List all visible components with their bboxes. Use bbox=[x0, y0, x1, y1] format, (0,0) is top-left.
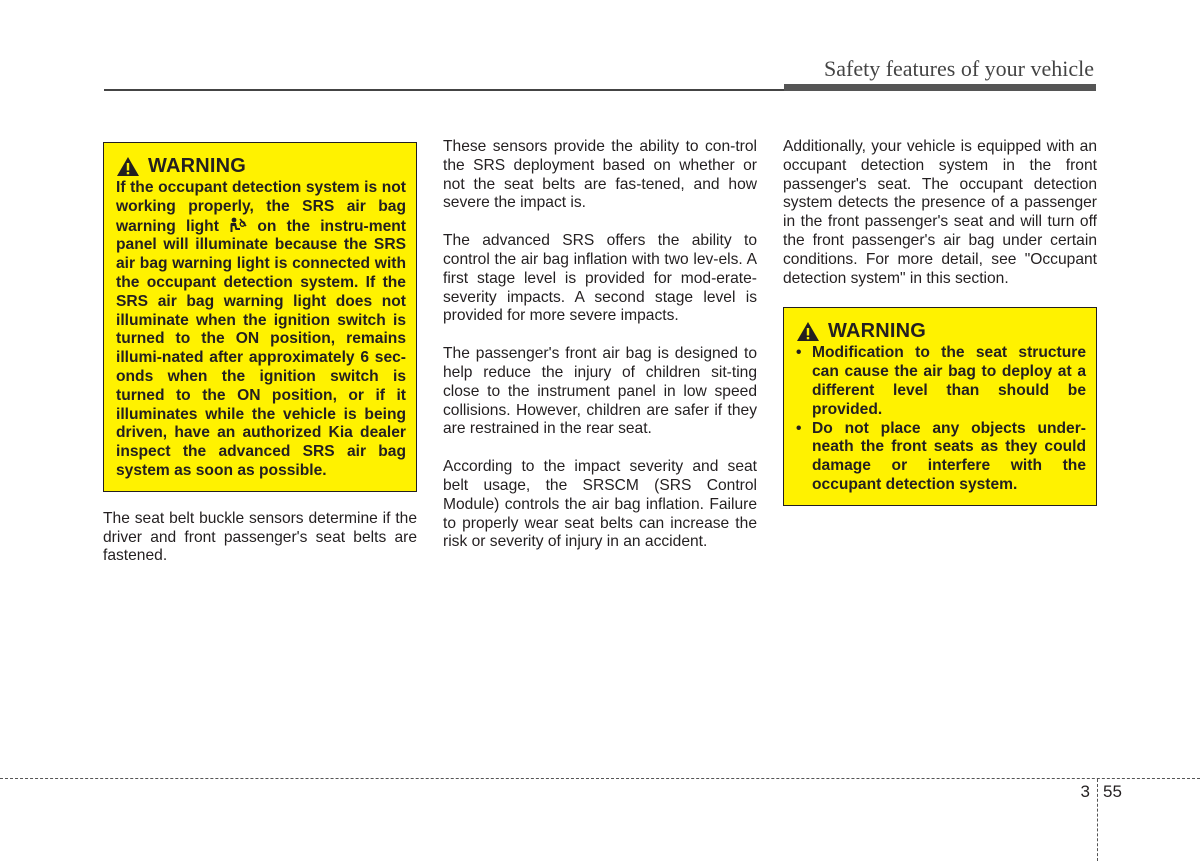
warning-bullet-text: Do not place any objects under-neath the front seats as they could damage or interfere with the occupant detection system. bbox=[812, 419, 1086, 493]
column-1 bbox=[103, 138, 417, 585]
paragraph-occupant-detection: Additionally, your vehicle is equipped with an occupant detection system in the front passenger's seat. The occupant detection system detects the presence of a passenger in the front passenger's seat and will turn off the front passenger's air bag under certain conditions. For more detail, see "Occupant detection system" in this section. bbox=[783, 138, 1097, 287]
warning-header bbox=[796, 320, 1086, 342]
chapter-number: 3 bbox=[1080, 782, 1090, 801]
column-3 bbox=[783, 138, 1097, 506]
warning-text-part1: If the occupant detection system is not working properly, the SRS air bag warning light bbox=[116, 179, 406, 235]
warning-title: WARNING bbox=[148, 155, 247, 177]
srs-airbag-warning-icon bbox=[229, 217, 247, 233]
header-rule bbox=[104, 89, 784, 91]
header-rule-accent bbox=[784, 84, 1096, 91]
column-2 bbox=[443, 138, 757, 571]
warning-triangle-icon bbox=[796, 321, 820, 342]
paragraph-passenger-airbag: The passenger's front air bag is designed to help reduce the injury of children sit-ting close to the instrument panel in low speed collisions. However, children are safer if they are restrained in the rear seat. bbox=[443, 345, 757, 438]
paragraph-buckle-sensors: The seat belt buckle sensors determine if the driver and front passenger's seat belts are fastened. bbox=[103, 509, 417, 565]
warning-header bbox=[116, 155, 406, 177]
paragraph-advanced-srs: The advanced SRS offers the ability to control the air bag inflation with two lev-els. A first stage level is provided for mod-erate-severity impacts. A second stage level is provided for more severe impacts. bbox=[443, 232, 757, 325]
page-number: 55 bbox=[1103, 782, 1122, 801]
warning-bullet-text: Modification to the seat structure can cause the air bag to deploy at a different level than should be provided. bbox=[812, 344, 1086, 418]
paragraph-srscm: According to the impact severity and seat belt usage, the SRSCM (SRS Control Module) controls the air bag inflation. Failure to properly wear seat belts can increase the risk or severity of injury in an accident. bbox=[443, 458, 757, 551]
warning-box-occupant-detection bbox=[103, 142, 417, 492]
footer-page-divider bbox=[1097, 779, 1098, 861]
footer-divider bbox=[0, 778, 1200, 779]
warning-text bbox=[116, 179, 406, 481]
warning-triangle-icon bbox=[116, 156, 140, 177]
warning-title: WARNING bbox=[828, 320, 927, 343]
bullet-marker: • bbox=[796, 419, 802, 437]
warning-box-seat-structure bbox=[783, 307, 1097, 505]
bullet-marker: • bbox=[796, 344, 802, 362]
paragraph-sensors-ability: These sensors provide the ability to con-trol the SRS deployment based on whether or not the seat belts are fas-tened, and how severe the impact is. bbox=[443, 138, 757, 212]
running-header: Safety features of your vehicle bbox=[824, 56, 1094, 81]
warning-bullet-item bbox=[796, 344, 1086, 419]
warning-text-part2: on the instru-ment panel will illuminate because the SRS air bag warning light is connected with the occupant detection system. If the SRS air bag warning light does not illuminate when the ignition switch is turned to the ON position, remains illumi-nated after approximately 6 sec-onds when the ignition switch is turned to the ON position, or if it illuminates while the vehicle is being driven, have an authorized Kia dealer inspect the advanced SRS air bag system as soon as possible. bbox=[116, 217, 406, 479]
warning-bullet-item bbox=[796, 420, 1086, 495]
